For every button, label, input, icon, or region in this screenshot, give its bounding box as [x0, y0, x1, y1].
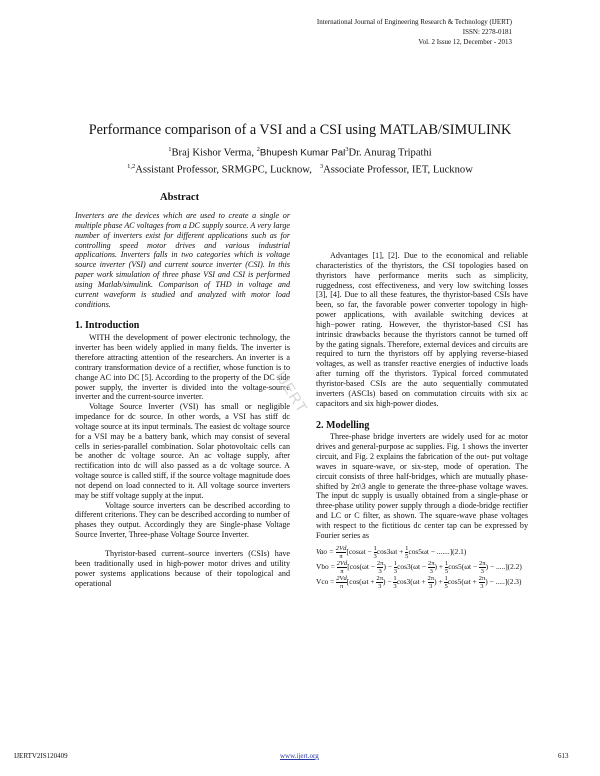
eq3-f: ) − .....](2.3) [485, 576, 522, 586]
eq2-b: ) − [383, 561, 392, 571]
modelling-heading: 2. Modelling [316, 419, 370, 431]
eq3-f5-num: 2π [478, 574, 486, 582]
eq1-lhs: Vao = [316, 546, 334, 556]
authors-block [0, 143, 600, 176]
modelling-para: Three-phase bridge inverters are widely used for ac motor drives and general-purpose ac supplies. Fig. 1 shows the inverter circuit, and Fig. 2 explains the fabrication of the out- put voltage waves in square-wave, or six-step, mode of operation. The circuit consists of three half-bridges, which are mutually phase-shifted by 2π\3 angle to generate the three-phase voltage waves. The input dc supply is usually obtained from a single-phase or three-phase utility power supply through a diode-bridge rectifier and LC or C filter, as shown. The square-wave phase voltages with respect to the fictitious dc center tap can be expressed by Fourier series as [316, 432, 528, 540]
eq3-f4-den: 5 [444, 582, 448, 590]
eq1-den: π [339, 552, 343, 560]
footer-website-link[interactable]: www.ijert.org [280, 752, 319, 760]
eq2-f2-den: 3 [393, 567, 398, 575]
author-2: Bhupesh Kumar Pal [259, 147, 346, 159]
intro-heading: 1. Introduction [75, 320, 140, 332]
eq2-f1-num: 2π [376, 559, 384, 567]
equation-2-3 [316, 575, 528, 590]
eq1-f2-num: 1 [373, 544, 377, 552]
author-names [0, 143, 600, 160]
abstract-heading: Abstract [160, 192, 200, 203]
eq2-f3-num: 2π [427, 559, 435, 567]
eq3-f3-num: 2π [427, 574, 435, 582]
running-header [317, 17, 512, 47]
eq1-c: cos5ωt − .......](2.1) [408, 546, 467, 556]
eq2-num: 2Vd [336, 559, 348, 567]
eq1-a: [cosωt − [346, 546, 372, 556]
eq2-f: ) − .....](2.2) [485, 561, 522, 571]
eq2-f4-num: 1 [444, 559, 449, 567]
eq3-a: [cos(ωt + [346, 576, 375, 586]
eq3-f4-num: 1 [444, 574, 448, 582]
eq2-den: π [340, 567, 344, 575]
eq3-f5-den: 3 [480, 582, 484, 590]
eq3-e: cos5(ωt + [447, 576, 477, 586]
eq3-f3-den: 3 [429, 582, 433, 590]
eq3-d: ) + [434, 576, 443, 586]
eq3-c: cos3(ωt + [396, 576, 426, 586]
eq1-f2-den: 3 [373, 552, 377, 560]
watermark: IJERT [271, 368, 311, 417]
eq3-num: 2Vd [336, 574, 347, 582]
intro-para-2: Voltage Source Inverter (VSI) has small or negligible impedance for dc source. In other words, a VSI has stiff dc voltage source at its input terminals. The easiest dc voltage source for a VSI may be a battery bank, which may consist of several cells in series-parallel combination. Solar photovoltaic cells can be another dc voltage source. An ac voltage supply, after rectification into dc will also passed as a dc voltage source. A voltage source is called stiff, if the source voltage magnitude does not depend on load connected to it. All voltage source inverters may be stiff voltage supply at the input. [75, 402, 290, 500]
eq2-lhs: Vbo = [316, 561, 335, 571]
right-para-1: Advantages [1], [2]. Due to the economical and reliable characteristics of the thyristors, the CSI topologies based on thyristors have performance merits such as simplicity, ruggedness, cost effectiveness, and very low switching losses [3], [4]. Due to all these features, the thyristor-based CSIs have been, so far, the favorable power converter topology in high-power applications, with available switching devices at high−power rating. However, the thyristor-based CSI has intrinsic drawbacks because the thyristors cannot be turned off by the gating signals. Therefore, external devices and circuits are required to turn the thyristors off by applying reverse-biased voltages, as well as transfer reactive energies of inductive loads after turning off the thyristors. Typical forced commutated thyristor-based CSIs are the auto sequentially commutated inverters (ASCIs) based on commutation circuits with six ac capacitors and six high-power diodes. [316, 251, 528, 408]
eq1-frac [336, 545, 347, 560]
aff12-sup: 1,2 [127, 162, 136, 170]
eq2-f5-num: 2π [479, 559, 486, 567]
left-column [75, 211, 290, 588]
eq1-f3-den: 5 [405, 552, 409, 560]
intro-para-3: Voltage source inverters can be described according to different criterions. They can be described according to number of phases they output. Accordingly they are Single-phase Voltage Source Inverter, Three-phase Voltage Source Inverter. [75, 500, 290, 540]
eq2-f5 [479, 560, 486, 575]
intro-para-1: WITH the development of power electronic technology, the inverter has been widely applied in many fields. The inverter is therefore attracting attention of the researchers. An inverter is a contrary transformation device of a rectifier, whose function is to change AC into DC [5]. According to the property of the DC side power supply, the inverter is divided into the voltage-source inverter and the current-source inverter. [75, 333, 290, 402]
author3-sup: 3 [345, 146, 349, 153]
eq2-e: cos5(ωt − [448, 561, 478, 571]
eq3-frac [336, 575, 347, 590]
author1-sup: 1 [168, 146, 172, 153]
eq1-f3-num: 1 [405, 544, 409, 552]
eq3-f1-num: 2π [376, 574, 384, 582]
eq3-b: ) − [383, 576, 392, 586]
eq1-num: 2Vd [335, 544, 347, 552]
affiliations [0, 160, 600, 177]
right-column [316, 251, 528, 590]
eq2-a: [cos(ωt − [347, 561, 375, 571]
affiliation-1-2: Assistant Professor, SRMGPC, Lucknow, [135, 164, 315, 176]
eq2-f4-den: 5 [444, 567, 449, 575]
eq2-frac [337, 560, 348, 575]
eq3-f1-den: 3 [378, 582, 382, 590]
paper-title: Performance comparison of a VSI and a CSI using MATLAB/SIMULINK [88, 122, 512, 138]
aff3-sup: 3 [319, 162, 324, 170]
abstract-text: Inverters are the devices which are used to create a single or multiple phase AC voltages from a DC supply source. A very large number of inverters exist for different applications such as for controlling speed motor drives and various industrial applications. Inverters falls in two categories which is voltage source inverter (VSI) and current source inverter (CSI). In this paper work simulation of three phase VSI and CSI is performed using Matlab/simulink. Comparison of THD in voltage and current waveform is studied and analyzed with motor load conditions. [75, 211, 290, 309]
eq1-b: cos3ωt + [376, 546, 404, 556]
eq2-f5-den: 3 [480, 567, 484, 575]
volume-issue: Vol. 2 Issue 12, December - 2013 [418, 38, 512, 46]
author2-sup: 2 [256, 146, 260, 153]
equation-2-1 [316, 545, 528, 560]
issn: ISSN: 2278-0181 [462, 28, 512, 36]
eq2-f3-den: 3 [429, 567, 433, 575]
eq3-f2-den: 3 [393, 582, 397, 590]
intro-para-4: Thyristor-based current–source inverters (CSIs) have been traditionally used in high-power motor drives and utility power systems applications because of their topological and operational [75, 549, 290, 588]
eq3-f2-num: 1 [393, 574, 397, 582]
equation-2-2 [316, 560, 528, 575]
author-1: Braj Kishor Verma, [171, 147, 257, 159]
eq2-f1-den: 3 [378, 567, 382, 575]
eq2-f2-num: 1 [393, 559, 398, 567]
eq2-d: ) + [434, 561, 444, 571]
footer-paper-id: IJERTV2IS120409 [14, 752, 68, 760]
eq2-c: cos3(ωt − [397, 561, 427, 571]
author-3: Dr. Anurag Tripathi [348, 147, 432, 159]
eq3-lhs: Vco = [316, 576, 335, 586]
page-number: 613 [558, 752, 569, 760]
journal-name: International Journal of Engineering Research & Technology (IJERT) [316, 18, 512, 26]
affiliation-3: Associate Professor, IET, Lucknow [323, 164, 473, 176]
eq2-f3 [428, 560, 435, 575]
eq3-den: π [339, 582, 344, 590]
